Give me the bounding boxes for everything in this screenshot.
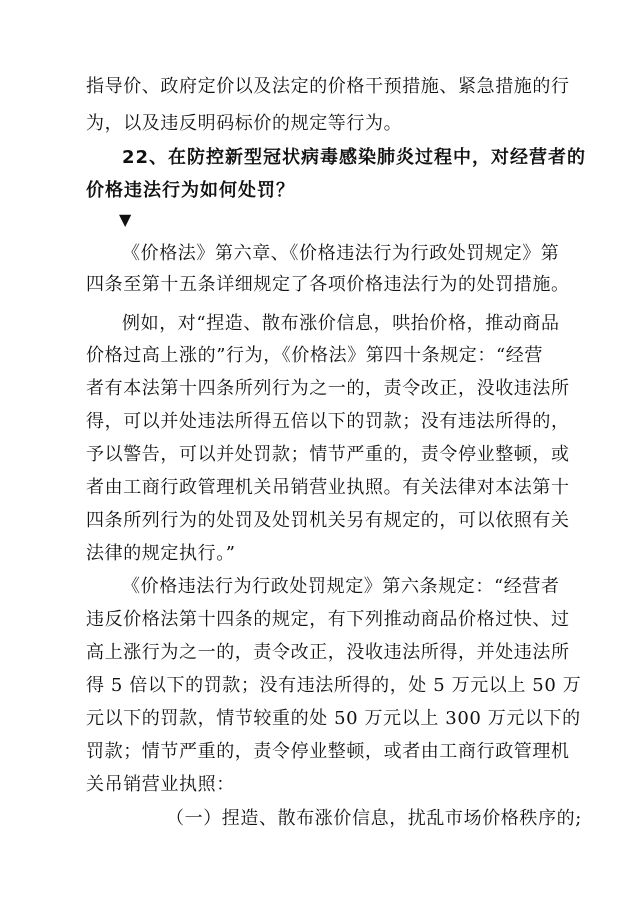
list-item: （一）捏造、散布涨价信息，扰乱市场价格秩序的; xyxy=(166,808,582,829)
text-line: 四条所列行为的处罚及处罚机关另有规定的，可以依照有关 xyxy=(86,510,570,531)
text-line: 者由工商行政管理机关吊销营业执照。有关法律对本法第十 xyxy=(86,477,570,498)
text-line: 者有本法第十四条所列行为之一的，责令改正，没收违法所 xyxy=(86,378,570,399)
text-line: 予以警告，可以并处罚款；情节严重的，责令停业整顿，或 xyxy=(86,444,570,465)
text-line: 关吊销营业执照： xyxy=(86,774,235,795)
text-line: 得，可以并处违法所得五倍以下的罚款；没有违法所得的， xyxy=(86,411,570,432)
text-line: 《价格违法行为行政处罚规定》第六条规定：“经营者 xyxy=(122,576,560,597)
text-line: 得 5 倍以下的罚款；没有违法所得的，处 5 万元以上 50 万 xyxy=(86,675,582,696)
text-line: 元以下的罚款，情节较重的处 50 万元以上 300 万元以下的 xyxy=(86,708,581,729)
text-line: 《价格法》第六章、《价格违法行为行政处罚规定》第 xyxy=(122,243,560,264)
question-heading: 价格违法行为如何处罚？ xyxy=(86,180,295,201)
text-line: 四条至第十五条详细规定了各项价格违法行为的处罚措施。 xyxy=(86,274,570,295)
text-line: 法律的规定执行。” xyxy=(86,543,236,564)
text-line: 高上涨行为之一的，责令改正，没收违法所得，并处违法所 xyxy=(86,642,570,663)
text-line: 例如，对“捏造、散布涨价信息，哄抬价格，推动商品 xyxy=(122,313,560,334)
text-line: 违反价格法第十四条的规定，有下列推动商品价格过快、过 xyxy=(86,609,570,630)
down-arrow-icon: ▼ xyxy=(119,210,132,229)
text-line: 价格过高上涨的”行为，《价格法》第四十条规定：“经营 xyxy=(86,345,544,366)
text-line: 指导价、政府定价以及法定的价格干预措施、紧急措施的行 xyxy=(86,76,570,97)
question-heading: 22、在防控新型冠状病毒感染肺炎过程中，对经营者的 xyxy=(122,147,587,168)
text-line: 为，以及违反明码标价的规定等行为。 xyxy=(86,113,403,134)
text-line: 罚款；情节严重的，责令停业整顿，或者由工商行政管理机 xyxy=(86,741,570,762)
